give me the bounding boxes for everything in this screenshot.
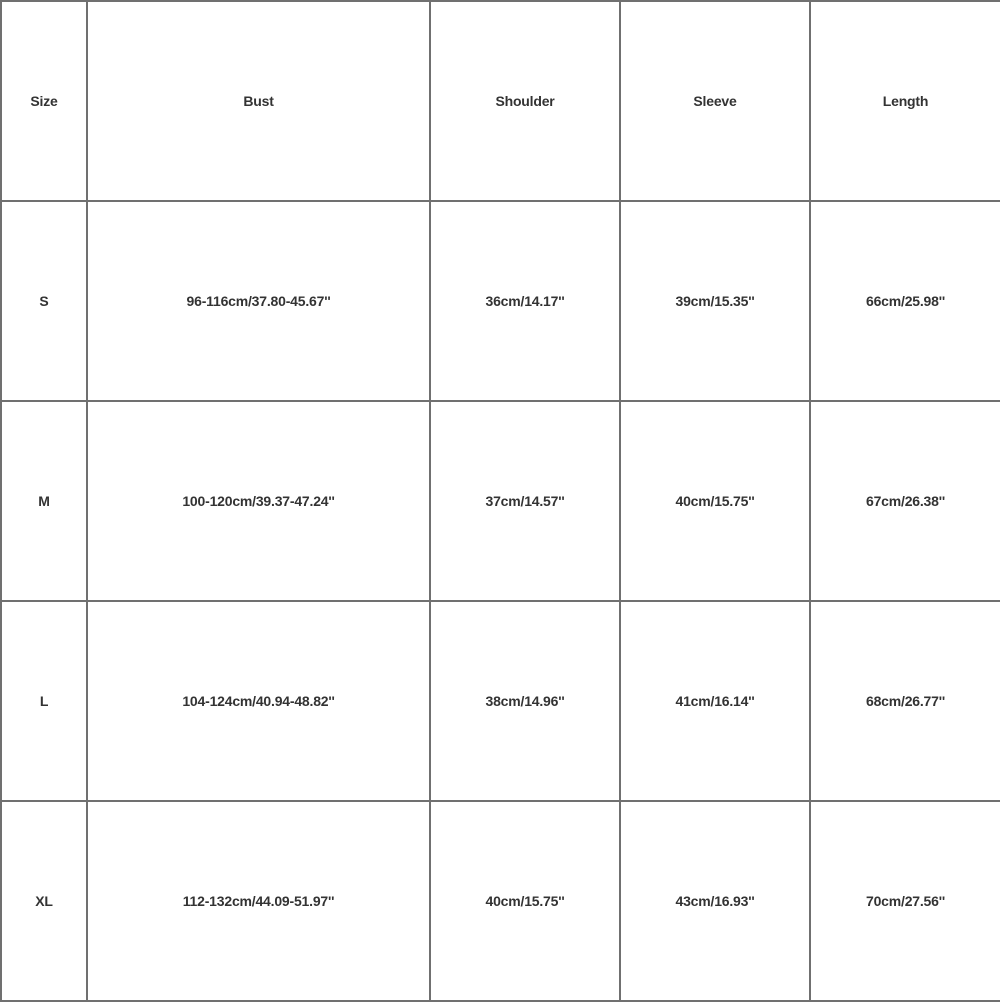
header-sleeve: Sleeve [620,1,810,201]
bust-cell: 100-120cm/39.37-47.24'' [87,401,430,601]
header-shoulder: Shoulder [430,1,620,201]
sleeve-cell: 39cm/15.35'' [620,201,810,401]
table-row [1,801,1000,1001]
header-row [1,1,1000,201]
bust-cell: 96-116cm/37.80-45.67'' [87,201,430,401]
header-size: Size [1,1,87,201]
table-row [1,201,1000,401]
table-row [1,601,1000,801]
length-cell: 67cm/26.38'' [810,401,1000,601]
shoulder-cell: 37cm/14.57'' [430,401,620,601]
header-bust: Bust [87,1,430,201]
length-cell: 66cm/25.98'' [810,201,1000,401]
shoulder-cell: 40cm/15.75'' [430,801,620,1001]
size-cell: XL [1,801,87,1001]
length-cell: 68cm/26.77'' [810,601,1000,801]
shoulder-cell: 38cm/14.96'' [430,601,620,801]
size-cell: L [1,601,87,801]
size-cell: M [1,401,87,601]
sleeve-cell: 40cm/15.75'' [620,401,810,601]
size-cell: S [1,201,87,401]
sleeve-cell: 43cm/16.93'' [620,801,810,1001]
length-cell: 70cm/27.56'' [810,801,1000,1001]
sleeve-cell: 41cm/16.14'' [620,601,810,801]
table-row [1,401,1000,601]
bust-cell: 104-124cm/40.94-48.82'' [87,601,430,801]
bust-cell: 112-132cm/44.09-51.97'' [87,801,430,1001]
shoulder-cell: 36cm/14.17'' [430,201,620,401]
header-length: Length [810,1,1000,201]
